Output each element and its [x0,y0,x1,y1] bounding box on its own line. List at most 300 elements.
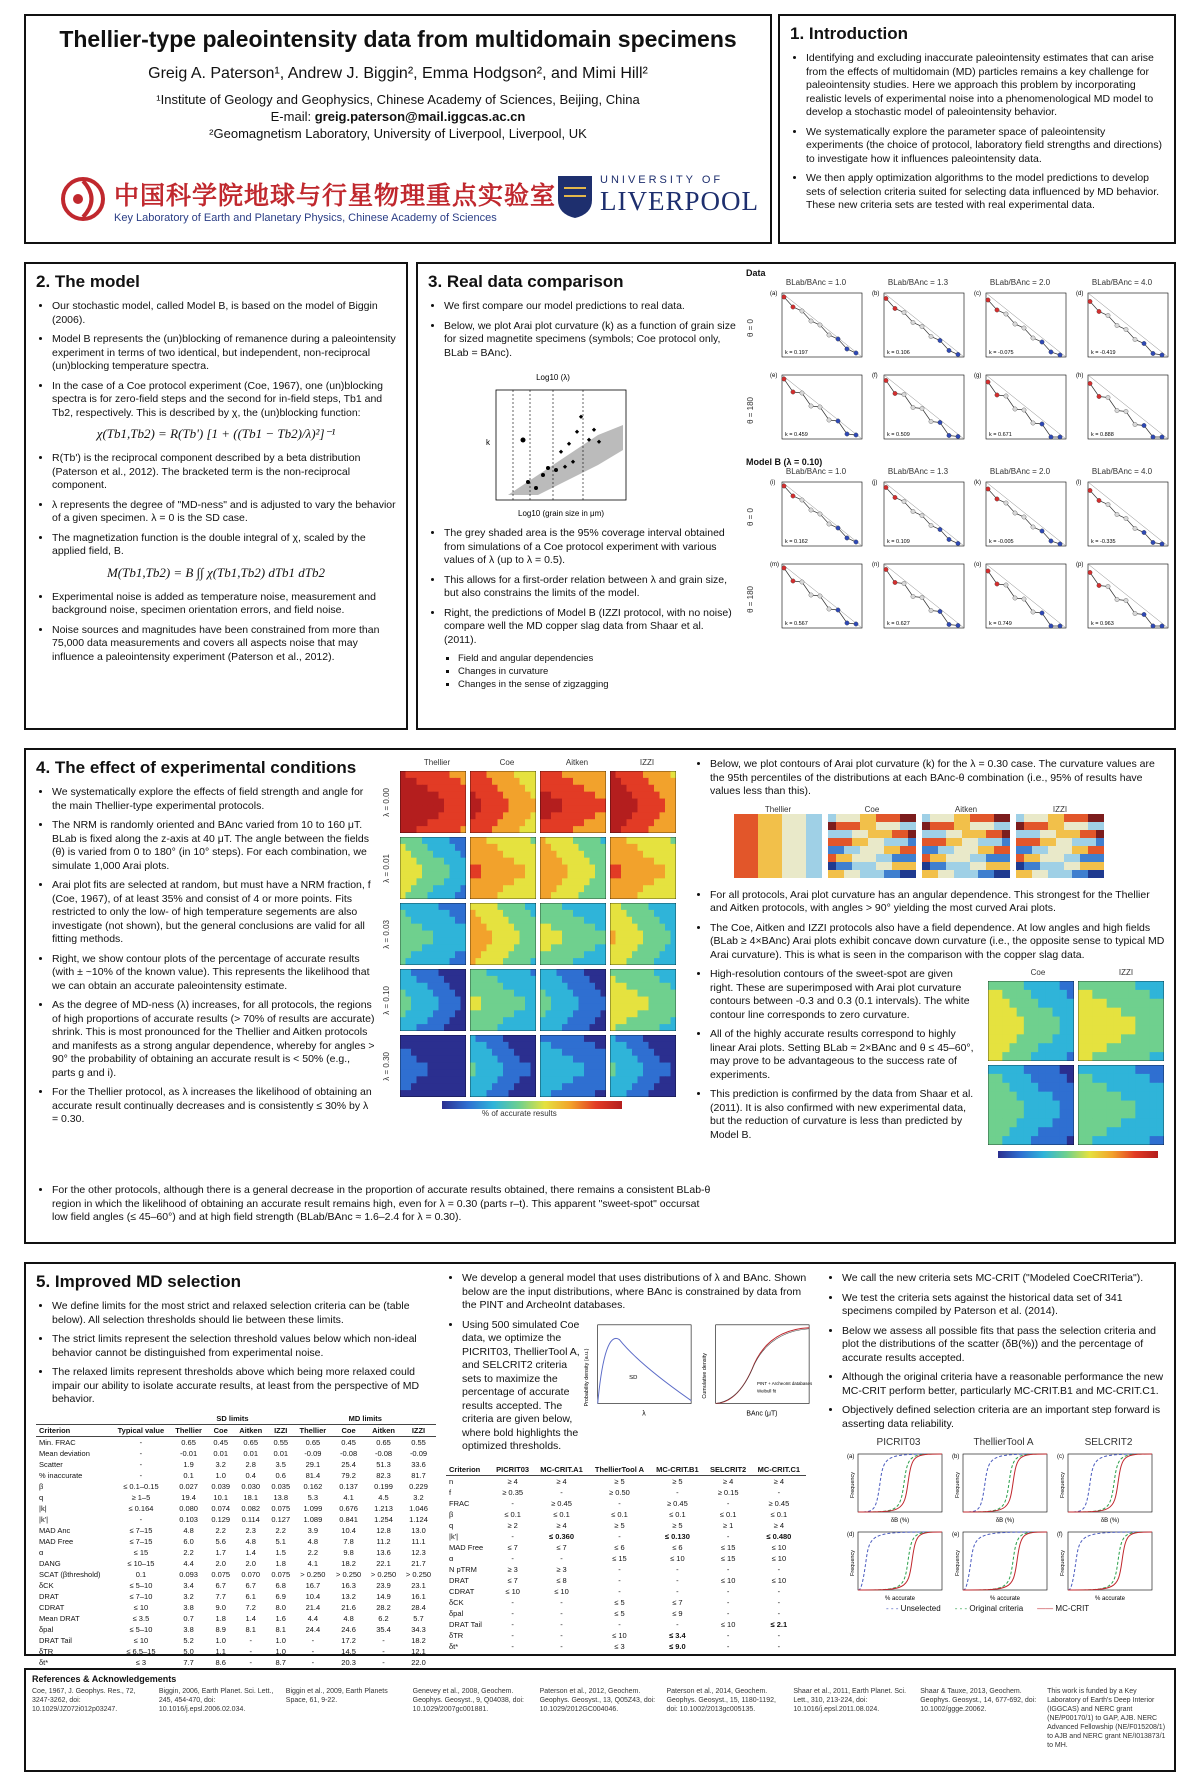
dist-b-ylabel: Cumulative density [701,1352,708,1399]
table-cell: 24.4 [305,1624,321,1634]
table-cell: ≥ 0.35 [502,1487,524,1497]
table-cell: 23.9 [376,1580,391,1590]
field-ratio: BLab/BAnc = 2.0 [989,467,1051,476]
list-item: ▪ Field and angular dependencies [458,653,738,664]
svg-text:k = 0.627: k = 0.627 [887,621,910,627]
legend-unselected: - - - Unselected [886,1604,941,1613]
table-cell: - [618,1531,621,1541]
table-cell: 0.65 [376,1437,391,1447]
arai-grid-model [746,476,1174,640]
svg-text:k = 0.162: k = 0.162 [785,539,808,545]
table-cell: f [449,1487,452,1497]
table-cell: 1.099 [303,1503,323,1513]
table-row [36,1470,436,1481]
table-cell: 14.5 [341,1646,356,1656]
table-cell: ≤ 5 [614,1597,625,1607]
contour-plot [610,1035,676,1097]
table-cell: > 0.250 [405,1569,432,1579]
row-label: θ = 0 [746,507,755,526]
table-cell: ≤ 10 [720,1619,736,1629]
field-ratio: BLab/BAnc = 1.3 [887,278,949,287]
table-cell: ≥ 4 [773,1520,785,1530]
liverpool-logo [556,174,759,217]
table-cell: ≤ 5–10 [129,1624,153,1634]
curvature-panel [828,805,916,883]
table-cell: 7.7 [215,1591,226,1601]
table-cell: ≤ 7–15 [129,1525,153,1535]
table-cell: - [249,1646,252,1656]
table-cell: Min. FRAC [39,1437,76,1447]
table-cell: 0.55 [411,1437,426,1447]
table-row [36,1448,436,1459]
table-header: MC-CRIT.A1 [534,1464,588,1476]
svg-text:Frequency: Frequency [955,1472,961,1498]
table-row [36,1558,436,1569]
table-cell: ≥ 5 [614,1476,625,1486]
list-item: ▪ Changes in curvature [458,666,738,677]
table-cell: 0.039 [211,1481,231,1491]
list-item: • Our stochastic model, called Model B, is based on the model of Biggin (2006). [52,300,396,327]
table-cell: 3.2 [183,1591,194,1601]
contour-grid [382,771,682,1097]
table-cell: 0.199 [374,1481,393,1491]
table-header: IZZI [401,1424,436,1436]
svg-text:k = -0.075: k = -0.075 [989,350,1014,356]
list-item: • We then apply optimization algorithms to the model predictions to develop sets of selection criteria suited for selecting data influenced by MD behavior. These new criteria sets are tested with real experimental data. [806,172,1164,213]
table-cell: 4.1 [307,1558,319,1568]
table-cell: 1.089 [303,1514,323,1524]
list-item: • As the degree of MD-ness (λ) increases, for all protocols, the regions of high proportions of accurate results (> 70% of results are accurate) shrink. This is most pronounced for the Thellier and Aitken protocols and manifests as a strong angular dependence, whereby for angles > 90° the probability of obtaining an accurate result is < 50% (e.g., parts g and i). [52,999,376,1080]
list-item: • In the case of a Coe protocol experiment (Coe, 1967), one (un)blocking spectra is for zero-field steps and the second for in-field steps, Tb1 and Tb2, respectively. This is described by χ, the (un)blocking function: [52,380,396,421]
table-row [446,1597,806,1608]
protocol-label: IZZI [1052,804,1068,814]
table-cell: 0.229 [409,1481,428,1491]
table-cell: -0.09 [409,1448,428,1458]
arai-plot [870,287,966,369]
table-cell: 0.162 [303,1481,323,1491]
table-cell: - [777,1564,781,1574]
table-cell: ≤ 9 [672,1608,683,1618]
svg-text:k = 0.567: k = 0.567 [785,621,808,627]
table-cell: ≤ 10 [670,1553,685,1563]
contour-plot [470,837,536,899]
list-item: • The Coe, Aitken and IZZI protocols also have a field dependence. At low angles and high fields (BLab ≥ 4×BAnc) Arai plots exhibit concave down curvature (i.e., the opposite sense to typical MD Arai curvature). This is what is seen in the comparison with the copper slag data. [710,922,1170,963]
contour-plot [470,771,536,833]
table-cell: α [449,1553,454,1563]
table-cell: 22.1 [376,1558,391,1568]
table-row [36,1503,436,1514]
table-cell: 5.7 [413,1613,424,1623]
table-cell: - [726,1641,730,1651]
table-row [36,1635,436,1646]
svg-text:δB (%): δB (%) [890,1518,910,1524]
table-cell: 5.2 [183,1635,194,1645]
intro-bullets [790,52,1164,213]
table-cell: - [139,1514,143,1524]
table-cell: 22.0 [411,1657,426,1667]
curvature-grid [734,805,1170,883]
table-cell: ≤ 10 [720,1575,736,1585]
list-item: • This allows for a first-order relation between λ and grain size, but also constrains the limits of the model. [444,574,738,601]
svg-text:(e): (e) [770,373,778,379]
table-cell: 18.1 [243,1492,259,1502]
svg-text:δB (%): δB (%) [995,1518,1015,1524]
table-header: IZZI [267,1424,295,1436]
arai-plot [768,476,864,558]
table-row [36,1613,436,1624]
cdf-title: PICRIT03 [876,1437,921,1448]
table-cell: 0.45 [341,1437,356,1447]
table-cell: ≤ 10 [554,1586,569,1596]
table-cell: 24.6 [341,1624,356,1634]
svg-text:Frequency: Frequency [1060,1472,1066,1498]
contour-plot [470,1035,536,1097]
svg-text:(a): (a) [847,1454,855,1460]
table-cell: 2.0 [245,1558,256,1568]
table-cell: 3.8 [183,1602,194,1612]
table-cell: 51.3 [376,1459,391,1469]
table-cell: 1.4 [245,1547,256,1557]
table-cell: 3.8 [183,1624,194,1634]
table-cell: > 0.250 [300,1569,326,1579]
dist-a-ylabel: Probability density (a.u.) [583,1348,590,1406]
svg-text:(a): (a) [770,291,778,297]
table-cell: 1.046 [409,1503,428,1513]
svg-text:k = 0.888: k = 0.888 [1091,432,1114,438]
svg-text:(p): (p) [1076,562,1084,568]
table-header: MC-CRIT.C1 [752,1464,806,1476]
table-cell: ≥ 1–5 [131,1492,151,1502]
cdf-grid [846,1450,1172,1604]
table-cell: 11.2 [376,1536,391,1546]
table-row [446,1630,806,1641]
svg-text:(l): (l) [1076,480,1082,486]
table-row [446,1608,806,1619]
table-cell: DRAT [449,1575,469,1585]
model-panel [24,262,408,730]
row-label: θ = 180 [746,396,755,424]
table-cell: 21.6 [341,1602,356,1612]
table-cell: -0.01 [180,1448,198,1458]
table-cell: ≤ 10 [133,1635,149,1645]
table-cell: Scatter [39,1459,63,1469]
table-cell: - [560,1553,563,1563]
table-row [36,1481,436,1492]
table-cell: - [139,1470,143,1480]
protocol-label: IZZI [1118,968,1134,977]
table-cell: - [382,1635,385,1645]
table-row [36,1657,436,1668]
contour-plot [540,1035,606,1097]
field-ratio: BLab/BAnc = 1.0 [785,467,847,476]
table-row [446,1564,806,1575]
table-cell: 81.4 [305,1470,321,1480]
model-label: Model B (λ = 0.10) [746,457,823,467]
cdf-plot [1056,1450,1156,1526]
table-row [36,1646,436,1657]
table-cell: 12.8 [376,1525,391,1535]
contour-plot [610,771,676,833]
table-row [446,1498,806,1509]
colorbar [442,1101,622,1109]
table-cell: 4.8 [307,1536,319,1546]
list-item: • The relaxed limits represent thresholds above which being more relaxed could impair our ability to isolate accurate results, at least from the perspective of MD behavior. [52,1366,436,1407]
table-row [36,1580,436,1591]
table-cell: ≥ 0.15 [717,1487,739,1497]
table-cell: - [726,1597,730,1607]
table-cell: > 0.250 [335,1569,362,1579]
field-ratio: BLab/BAnc = 1.0 [785,278,847,287]
reference-item: This work is funded by a Key Laboratory of Earth's Deep Interior (IGGCAS) and NERC grant (NE/P00170/1) to GAP, AJB. NERC Advanced Fellowship (NE/F015208/1) to AJB and NERC grant NE/I013873/1 to MH. [1047,1688,1166,1749]
table-cell: - [777,1597,781,1607]
table-row [446,1641,806,1652]
email-label: E-mail: [270,109,312,124]
protocol-label: Thellier [764,804,792,814]
table-cell: 11.1 [411,1536,426,1546]
table-cell: ≤ 10 [771,1553,787,1563]
table-cell: - [676,1487,679,1497]
table-cell: ≤ 0.1 [504,1509,521,1519]
table-cell: - [139,1448,143,1458]
effect-panel [24,748,1176,1244]
arai-plot [768,369,864,451]
svg-text:k = -0.005: k = -0.005 [989,539,1014,545]
table-cell: 17.2 [341,1635,356,1645]
table-cell: 4.8 [245,1536,256,1546]
arai-plot [972,558,1068,640]
table-cell: 2.2 [307,1547,319,1557]
table-cell: - [382,1646,385,1656]
table-cell: - [618,1575,621,1585]
dist-b-xlabel: BAnc (μT) [746,1409,778,1417]
poster-title: Thellier-type paleointensity data from multidomain specimens [59,26,737,52]
cas-logo-cn: 中国科学院地球与行星物理重点实验室 [114,181,557,210]
svg-text:k = 0.109: k = 0.109 [887,539,910,545]
table-cell: FRAC [449,1498,470,1508]
row-label: θ = 180 [746,585,755,613]
table-cell: DRAT Tail [449,1619,482,1629]
table-cell: 0.093 [179,1569,198,1579]
table-cell: δt* [449,1641,459,1651]
cdf-plot [846,1450,946,1526]
cdf-plot [1056,1528,1156,1604]
table-header: Criterion [446,1464,491,1476]
svg-text:Frequency: Frequency [850,1472,856,1498]
table-cell: - [511,1531,514,1541]
list-item: • Right, the predictions of Model B (IZZI protocol, with no noise) compare well the MD copper slag data from Shaar et al. (2011). [444,607,738,648]
cdf-title: ThellierTool A [973,1437,1034,1448]
md-limits-header: MD limits [295,1413,436,1425]
table-cell: ≤ 0.1 [669,1509,686,1519]
table-cell: ≤ 6 [672,1542,683,1552]
contour-plot [470,903,536,965]
table-cell: - [618,1498,621,1508]
svg-text:(b): (b) [872,291,880,297]
svg-text:k = 0.671: k = 0.671 [989,432,1012,438]
table-cell: 8.9 [215,1624,226,1634]
table-cell: ≤ 7 [507,1575,518,1585]
table-cell: 18.2 [341,1558,356,1568]
table-cell: 4.4 [307,1613,319,1623]
table-row [446,1487,806,1498]
contour-plot [540,903,606,965]
list-item: • For the other protocols, although there is a general decrease in the proportion of accurate results obtained, there remains a consistent BLab-θ region in which the likelihood of obtaining an accurate result remains high, even for λ = 0.30 (parts r–t). This apparent "sweet-spot" occursat low field angles (≤ 45–60°) and at high field strength (BLab/BAnc ≈ 1.6–2.4 for λ = 0.30). [52,1184,712,1225]
table-cell: - [560,1608,563,1618]
table-cell: 0.676 [339,1503,358,1513]
table-cell: 12.3 [411,1547,426,1557]
chi-formula: χ(Tb1,Tb2) = R(Tb') [1 + ((Tb1 − Tb2)/λ)²]⁻¹ [96,426,336,441]
grain-size-plot [468,370,638,520]
table-cell: ≤ 7 [507,1542,518,1552]
table-cell: 8.7 [275,1657,286,1667]
table-cell: 5.6 [215,1536,226,1546]
improved-heading: 5. Improved MD selection [36,1272,241,1291]
list-item: • We test the criteria sets against the historical data set of 341 specimens compiled by Paterson et al. (2014). [842,1292,1172,1319]
table-cell: ≥ 4 [556,1476,567,1486]
table-row [36,1436,436,1448]
table-cell: - [511,1553,514,1563]
table-cell: ≤ 3.4 [669,1630,686,1640]
table-cell: 0.114 [241,1514,260,1524]
table-header: SELCRIT2 [704,1464,751,1476]
table-cell: 5.3 [307,1492,319,1502]
table-cell: 8.0 [275,1602,286,1612]
protocol-label: Coe [1030,968,1046,977]
svg-text:(c): (c) [974,291,981,297]
email-link[interactable]: greig.paterson@mail.iggcas.ac.cn [314,109,526,124]
table-header: MC-CRIT.B1 [650,1464,704,1476]
table-cell: 9.0 [215,1602,226,1612]
list-item: • All of the highly accurate results correspond to highly linear Arai plots. Setting BLab ≈ 2×BAnc and θ ≤ 45–60°, may prove to be advantageous to the success rate of experiments. [710,1028,978,1082]
svg-text:(d): (d) [847,1532,855,1538]
arai-plot [1074,558,1170,640]
table-cell: 0.01 [273,1448,289,1458]
table-cell: 2.2 [183,1547,194,1557]
table-cell: β [39,1481,44,1491]
arai-plot [1074,476,1170,558]
table-cell: - [777,1641,781,1651]
model-heading: 2. The model [36,272,140,291]
table-cell: 0.841 [339,1514,358,1524]
table-cell: 33.6 [411,1459,426,1469]
list-item: • This prediction is confirmed by the data from Shaar et al. (2011). It is also confirmed with new experimental data, but the reduction of curvature is less than predicted by Model B. [710,1088,978,1142]
list-item: • Right, we show contour plots of the percentage of accurate results (with ± ~10% of the known value). This represents the likelihood that we can obtain an accurate paleointensity estimate. [52,953,376,994]
table-cell: 1.0 [215,1635,226,1645]
lambda-label: λ = 0.10 [382,985,391,1015]
table-cell: - [311,1635,315,1645]
table-cell: ≤ 10–15 [127,1558,155,1568]
table-row [36,1569,436,1580]
table-cell: 13.6 [376,1547,391,1557]
table-cell: - [511,1619,514,1629]
table-cell: 21.7 [411,1558,426,1568]
arai-plot [870,476,966,558]
table-cell: 2.3 [245,1525,256,1535]
table-cell: 4.8 [343,1613,354,1623]
field-ratio: BLab/BAnc = 4.0 [1091,467,1153,476]
table-cell: ≤ 0.130 [664,1531,690,1541]
svg-text:(o): (o) [974,562,982,568]
table-cell: ≤ 6 [614,1542,625,1552]
table-cell: 16.1 [411,1591,426,1601]
cdf-plot [951,1528,1051,1604]
table-cell: ≥ 4 [773,1476,785,1486]
table-cell: q [449,1520,454,1530]
effect-heading: 4. The effect of experimental conditions [36,758,357,777]
contour-plot [540,969,606,1031]
cas-logo [66,176,556,224]
svg-text:k = 0.509: k = 0.509 [887,432,910,438]
table-row [446,1586,806,1597]
svg-text:(h): (h) [1076,373,1084,379]
table-cell: 0.45 [213,1437,229,1447]
data-label: Data [746,268,766,278]
table-cell: 9.8 [343,1547,354,1557]
table-cell: 12.1 [411,1646,426,1656]
table-cell: ≤ 3.5 [132,1613,150,1623]
curvature-plot [828,814,916,878]
table-cell: ≤ 0.480 [766,1531,792,1541]
table-cell: ≥ 2 [507,1520,518,1530]
arai-grid-data [746,287,1174,451]
table-cell: N pTRM [449,1564,477,1574]
table-cell: - [311,1646,315,1656]
table-header: Typical value [112,1424,171,1436]
lambda-distribution-plot [580,1319,698,1429]
table-cell: 2.0 [215,1558,226,1568]
table-cell: 4.1 [343,1492,354,1502]
table-row [36,1492,436,1503]
table-row [446,1542,806,1553]
field-distribution-plot [698,1319,816,1429]
table-cell: 0.137 [339,1481,358,1491]
table-row [36,1547,436,1558]
legend-original: - - - Original criteria [954,1604,1024,1613]
svg-text:k = 0.963: k = 0.963 [1091,621,1114,627]
lambda-label: λ = 0.00 [382,787,391,817]
svg-text:k = -0.419: k = -0.419 [1091,350,1116,356]
table-cell: ≤ 0.1 [611,1509,628,1519]
list-item: • High-resolution contours of the sweet-spot are given right. These are superimposed with Arai plot curvature contours between -0.3 and 0.3 (0.1 intervals). The white contour line corresponds to zero curvature. [710,968,978,1022]
table-cell: - [676,1619,679,1629]
table-cell: - [560,1619,563,1629]
cas-logo-en: Key Laboratory of Earth and Planetary Physics, Chinese Academy of Sciences [114,212,497,224]
table-cell: ≤ 7 [556,1542,567,1552]
table-cell: 0.129 [211,1514,231,1524]
svg-text:(k): (k) [974,480,981,486]
table-cell: - [726,1531,730,1541]
field-ratio: BLab/BAnc = 1.3 [887,467,949,476]
curvature-panel [734,805,822,883]
table-cell: - [777,1630,781,1640]
table-cell: δCK [449,1597,464,1607]
table-cell: 1.6 [275,1613,286,1623]
table-cell: - [676,1564,679,1574]
table-cell: Mean DRAT [39,1613,80,1623]
table-cell: 0.027 [179,1481,198,1491]
table-cell: ≤ 3 [614,1641,625,1651]
table-row [446,1575,806,1586]
table-row [446,1531,806,1542]
table-cell: 0.075 [271,1569,291,1579]
table-cell: 0.103 [179,1514,198,1524]
protocol-label: Coe [499,758,515,767]
list-item: • Identifying and excluding inaccurate paleointensity estimates that can arise from the effects of multidomain (MD) particles remains a key challenge for paleointensity studies. Here we approach this problem by incorporating realistic levels of experimental noise into a phenomenological MD model to develop a stochastic model of paleointensity behavior. [806,52,1164,120]
svg-text:k = -0.335: k = -0.335 [1091,539,1116,545]
table-cell: 1.0 [275,1646,286,1656]
table-header: Coe [207,1424,235,1436]
table-cell: - [511,1597,514,1607]
